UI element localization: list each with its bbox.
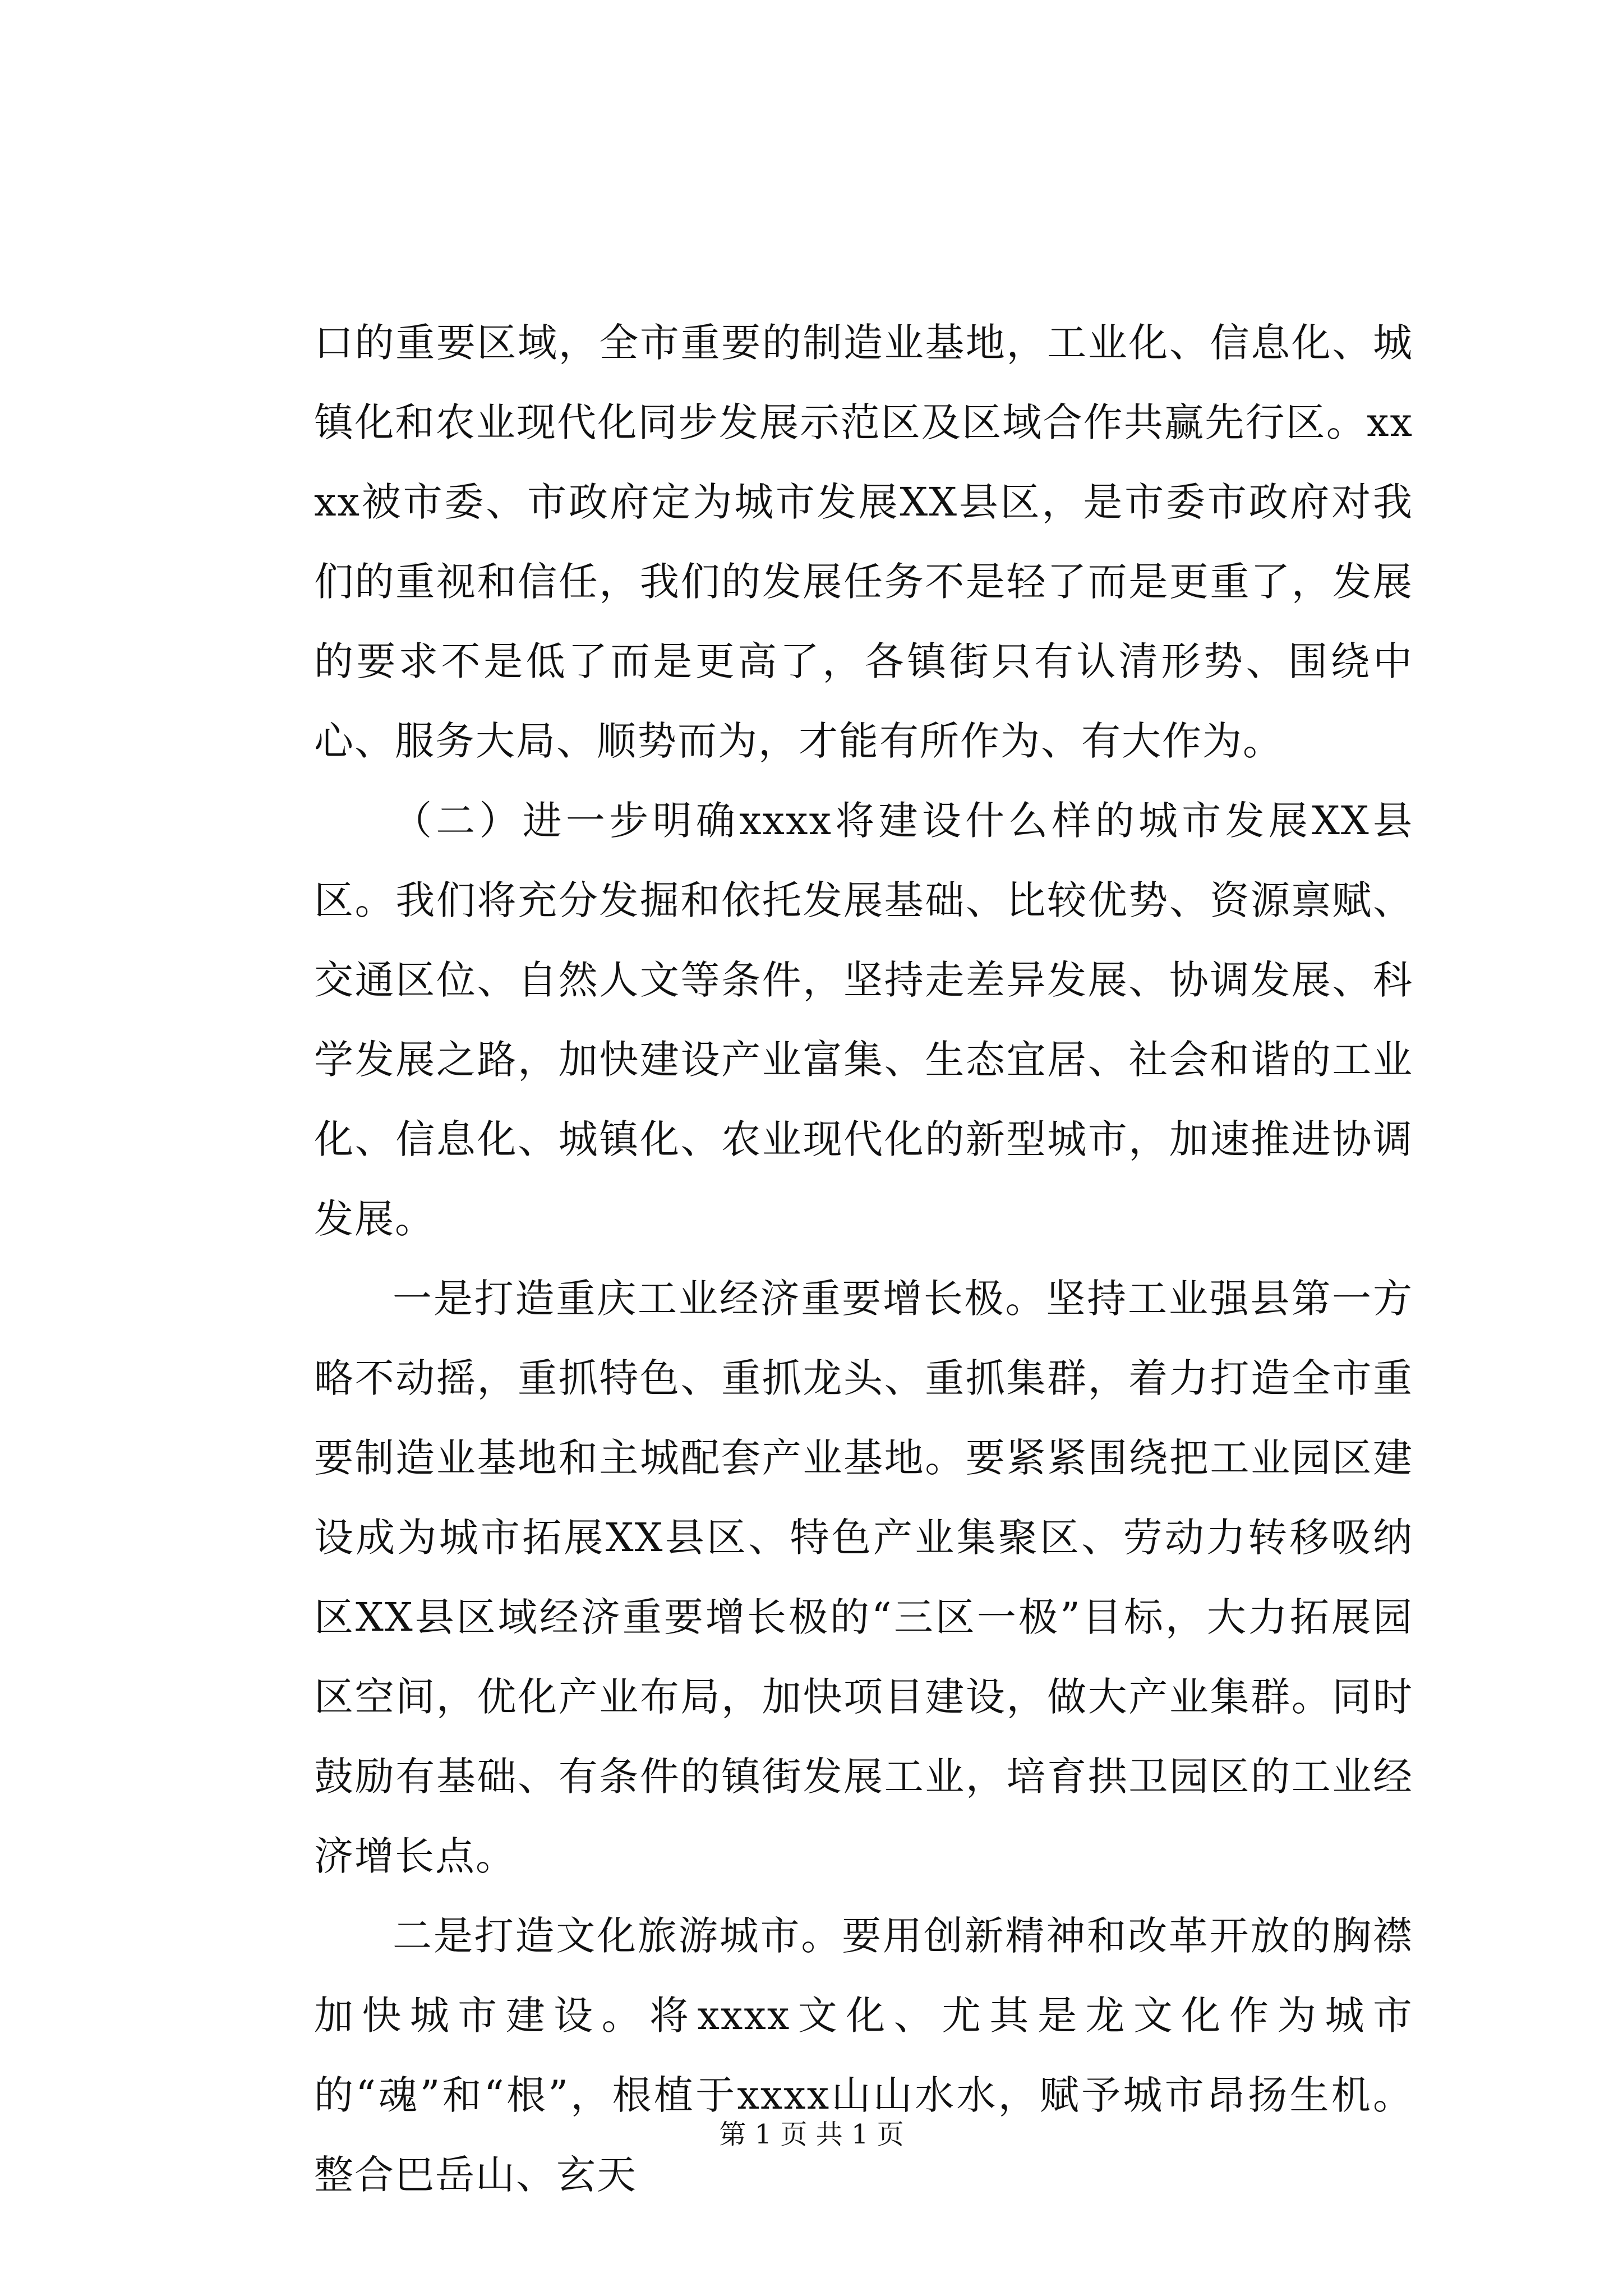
page-footer: 第 1 页 共 1 页 [719, 2119, 904, 2150]
document-body [314, 303, 1413, 2215]
paragraph-point-two: 二是打造文化旅游城市。要用创新精神和改革开放的胸襟加快城市建设。将xxxx文化、尤其是龙文化作为城市的“魂”和“根”，根植于xxxx山山水水，赋予城市昂扬生机。整合巴岳山、玄天 [314, 1913, 1413, 2198]
paragraph-section-two: （二）进一步明确xxxx将建设什么样的城市发展XX县区。我们将充分发掘和依托发展基础、比较优势、资源禀赋、交通区位、自然人文等条件，坚持走差异发展、协调发展、科学发展之路，加快建设产业富集、生态宜居、社会和谐的工业化、信息化、城镇化、农业现代化的新型城市，加速推进协调发展。 [314, 798, 1413, 1242]
paragraph-point-one: 一是打造重庆工业经济重要增长极。坚持工业强县第一方略不动摇，重抓特色、重抓龙头、重抓集群，着力打造全市重要制造业基地和主城配套产业基地。要紧紧围绕把工业园区建设成为城市拓展XX县区、特色产业集聚区、劳动力转移吸纳区XX县区域经济重要增长极的“三区一极”目标，大力拓展园区空间，优化产业布局，加快项目建设，做大产业集群。同时鼓励有基础、有条件的镇街发展工业，培育拱卫园区的工业经济增长点。 [314, 1276, 1413, 1879]
paragraph-continued: 口的重要区域，全市重要的制造业基地，工业化、信息化、城镇化和农业现代化同步发展示范区及区域合作共赢先行区。xxxx被市委、市政府定为城市发展XX县区，是市委市政府对我们的重视和信任，我们的发展任务不是轻了而是更重了，发展的要求不是低了而是更高了，各镇街只有认清形势、围绕中心、服务大局、顺势而为，才能有所作为、有大作为。 [314, 320, 1413, 764]
